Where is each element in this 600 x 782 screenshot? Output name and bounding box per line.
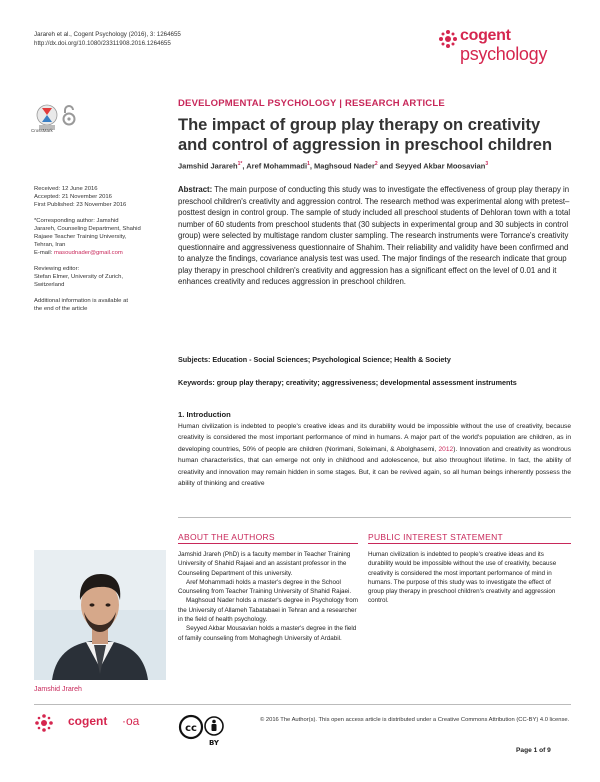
citation-link[interactable]: 2012 — [438, 445, 454, 453]
abstract-label: Abstract: — [178, 185, 213, 194]
affiliation-mark: 1 — [307, 161, 310, 167]
public-rule — [368, 543, 571, 544]
corresponding-address: Jarareh, Counseling Department, Shahid — [34, 226, 141, 232]
footer-brand: cogent — [68, 714, 108, 728]
journal-name: psychology — [460, 44, 548, 64]
public-interest-title: PUBLIC INTEREST STATEMENT — [368, 532, 504, 542]
cogent-dots-icon — [438, 29, 458, 49]
affiliation-mark: 1* — [237, 161, 243, 167]
page-number: Page 1 of 9 — [516, 747, 551, 754]
email-label: E-mail: — [34, 250, 54, 256]
abstract — [178, 184, 571, 288]
received-date: Received: 12 June 2016 — [34, 186, 98, 192]
additional-info: the end of the article — [34, 306, 88, 312]
section-label: DEVELOPMENTAL PSYCHOLOGY | RESEARCH ARTICLE — [178, 98, 445, 109]
author-bio: Jamshid Jrareh (PhD) is a faculty member in Teacher Training University of Shahid Rajaei and an assistant professor in the Counseling Department of this university. — [178, 551, 351, 577]
accepted-date: Accepted: 21 November 2016 — [34, 194, 112, 200]
section-divider — [178, 517, 571, 518]
author-list: Jamshid Jarareh$^{1*}$, Aref Mohammadi$^1$, Maghsoud Nader$^2$ and Seyyed Akbar Moosavian$^3$ — [178, 161, 489, 171]
affiliation-mark: 3 — [485, 161, 489, 167]
author-name[interactable]: Seyyed Akbar Moosavian — [395, 161, 486, 171]
introduction-heading: 1. Introduction — [178, 410, 231, 419]
article-history — [34, 185, 164, 313]
intro-text: Human civilization is indebted to people's creative ideas and its durability would be impossible without the use of creativity, because creativity is considered the most important performance of mind in humans. A major part of the world's population are children, as in developing countries, 50% of people are children (Norimani, Soleimani, & Abolghasemi, — [178, 423, 571, 453]
additional-info: Additional information is available at — [34, 298, 128, 304]
subjects-label: Subjects: — [178, 355, 211, 364]
subjects-text: Education - Social Sciences; Psychological Science; Health & Society — [212, 355, 451, 364]
cogent-dots-icon — [34, 713, 64, 733]
public-interest-body: Human civilization is indebted to people's creative ideas and its durability would be impossible without the use of creativity, because creativity is considered the most important performance of mind in humans. The purpose of this study was to investigate the effect of group play therapy in preschool children's creativity and aggression control. — [368, 551, 557, 605]
cogent-oa-logo[interactable] — [34, 713, 164, 733]
author-bio: Seyyed Akbar Mousavian holds a master's degree in the field of family counseling from Mohaghegh University of Ardabil. — [178, 625, 357, 642]
crossmark-label: CrossMark — [31, 128, 53, 133]
reviewing-editor: Stefan Elmer, University of Zurich, — [34, 274, 124, 280]
citation-line: Jarareh et al., Cogent Psychology (2016), 3: 1264655 — [34, 31, 181, 38]
by-text: BY — [208, 739, 220, 747]
creative-commons-icon[interactable] — [178, 714, 238, 748]
corresponding-address: Tehran, Iran — [34, 242, 66, 248]
about-authors-body — [178, 550, 358, 643]
citation-header — [34, 30, 294, 48]
footer-rule — [34, 704, 571, 705]
doi-link[interactable]: http://dx.doi.org/10.1080/23311908.2016.1264655 — [34, 40, 171, 47]
article-title: The impact of group play therapy on creativity and control of aggression in preschool children — [178, 116, 553, 154]
published-date: First Published: 23 November 2016 — [34, 202, 127, 208]
keywords-label: Keywords: — [178, 378, 215, 387]
author-photo — [34, 550, 166, 680]
intro-text: ). Innovation and creativity as wondrous human characteristics, that can emerge not only in childhood and adolescence, but also throughout lifetime. In fact, the ability of creativity and innovation may remain hidden in some stages. But, it can be revived again, so all human beings inherently possess the ability of thinking and creative — [178, 445, 571, 488]
corresponding-author: *Corresponding author: Jamshid — [34, 218, 119, 224]
abstract-text: The main purpose of conducting this study was to investigate the effectiveness of group play therapy in preschool children's creativity and aggression control. The research method was experimental along with pretest–posttest design in control group. The sample of study included all preschool students of Dehloran town with a total number of 60 students from preschool students that (30 subjects in experimental group and 30 subjects in control group) were selected by multistage random cluster sampling. The research instruments were Torrance's creativity questionnaire and aggressiveness questionnaire of Shahim. Their reliability and validity have been confirmed and to analyze the findings, covariance analysis test was used. The major findings of the research indicate that group play therapy in preschool children's creativity and aggression has a significant effect on the level of 0.01 and it enhances creativity and reduces aggression in preschool children. — [178, 185, 571, 286]
brand-name: cogent — [460, 27, 511, 44]
author-name[interactable]: Aref Mohammadi — [246, 161, 308, 171]
author-bio: Aref Mohammadi holds a master's degree in the School Counseling from Teacher Training University of Shahid Rajaei. — [178, 578, 352, 596]
keywords — [178, 378, 571, 388]
introduction-body — [178, 421, 571, 489]
email-line — [34, 249, 164, 257]
about-rule — [178, 543, 358, 544]
photo-caption: Jamshid Jrareh — [34, 686, 82, 693]
author-name[interactable]: Maghsoud Nader — [314, 161, 375, 171]
affiliation-mark: 2 — [374, 161, 378, 167]
cc-text: cc — [185, 723, 197, 734]
license-text: © 2016 The Author(s). This open access article is distributed under a Creative Commons Attribution (CC-BY) 4.0 license. — [260, 717, 570, 723]
author-bio: Maghsoud Nader holds a master's degree in Psychology from the University of Allameh Tabatabaei in Tehran and a researcher in the field of health psychology. — [178, 597, 359, 624]
about-authors-title: ABOUT THE AUTHORS — [178, 532, 275, 542]
keywords-text: group play therapy; creativity; aggressiveness; developmental assessment instruments — [216, 378, 517, 387]
footer-oa: ·oa — [122, 714, 140, 728]
reviewing-label: Reviewing editor: — [34, 266, 80, 272]
reviewing-editor: Switzerland — [34, 282, 65, 288]
journal-logo[interactable] — [438, 27, 578, 75]
email-link[interactable]: masoudnader@gmail.com — [53, 250, 123, 256]
author-name[interactable]: Jamshid Jarareh — [178, 161, 238, 171]
corresponding-address: Rajaee Teacher Training University, — [34, 234, 127, 240]
open-access-icon — [61, 104, 77, 126]
subjects — [178, 355, 571, 364]
